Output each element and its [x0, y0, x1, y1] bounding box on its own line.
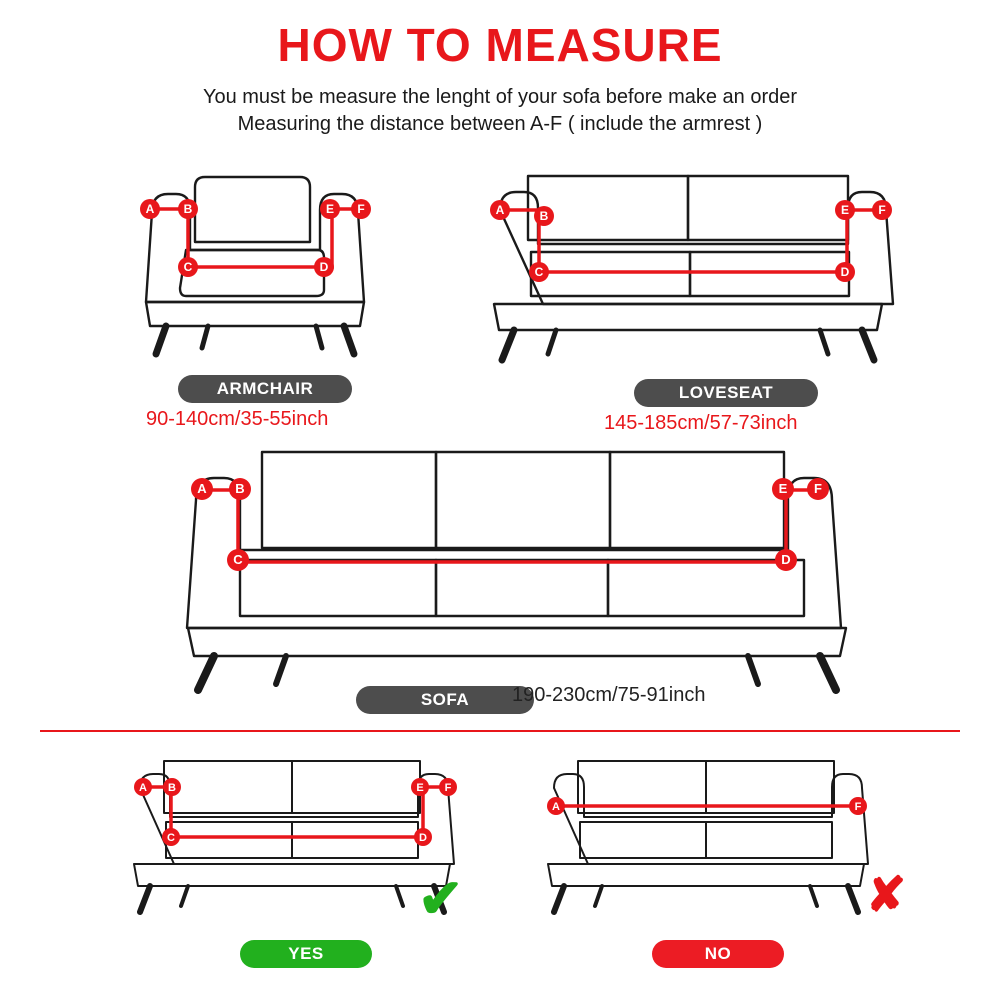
- svg-text:B: B: [168, 782, 176, 794]
- loveseat-drawing: [494, 176, 893, 360]
- svg-text:C: C: [183, 260, 193, 274]
- svg-text:B: B: [183, 202, 193, 216]
- svg-text:E: E: [416, 782, 424, 794]
- no-label: NO: [652, 940, 784, 968]
- svg-text:F: F: [878, 203, 886, 217]
- svg-text:E: E: [778, 481, 788, 496]
- svg-text:F: F: [854, 801, 862, 813]
- svg-text:F: F: [814, 481, 822, 496]
- loveseat-label: LOVESEAT: [634, 379, 818, 407]
- svg-text:B: B: [539, 209, 549, 223]
- check-icon: ✔: [418, 869, 464, 929]
- svg-text:A: A: [552, 801, 560, 813]
- cross-icon: ✘: [866, 869, 907, 922]
- yes-label: YES: [240, 940, 372, 968]
- svg-text:D: D: [419, 832, 427, 844]
- svg-text:B: B: [235, 481, 245, 496]
- sofa-dimension: 190-230cm/75-91inch: [512, 684, 706, 706]
- svg-text:D: D: [319, 260, 329, 274]
- svg-text:A: A: [495, 203, 505, 217]
- page-title: HOW TO MEASURE: [277, 19, 723, 71]
- svg-text:C: C: [167, 832, 175, 844]
- instruction-line-2: Measuring the distance between A-F ( include the armrest ): [237, 113, 763, 135]
- svg-text:A: A: [139, 782, 147, 794]
- svg-text:A: A: [145, 202, 155, 216]
- svg-text:E: E: [325, 202, 335, 216]
- svg-text:F: F: [357, 202, 365, 216]
- no-drawing: [548, 761, 868, 912]
- armchair-dimension: 90-140cm/35-55inch: [146, 408, 329, 430]
- section-divider: [40, 730, 960, 732]
- svg-text:C: C: [534, 265, 544, 279]
- svg-text:A: A: [197, 481, 207, 496]
- sofa-label: SOFA: [356, 686, 534, 714]
- instruction-line-1: You must be measure the lenght of your sofa before make an order: [202, 86, 798, 108]
- svg-text:D: D: [840, 265, 850, 279]
- armchair-label: ARMCHAIR: [178, 375, 352, 403]
- sofa-drawing: [187, 452, 846, 690]
- svg-text:F: F: [444, 782, 452, 794]
- svg-text:D: D: [781, 552, 791, 567]
- svg-text:E: E: [840, 203, 850, 217]
- loveseat-dimension: 145-185cm/57-73inch: [604, 412, 798, 434]
- svg-text:C: C: [233, 552, 243, 567]
